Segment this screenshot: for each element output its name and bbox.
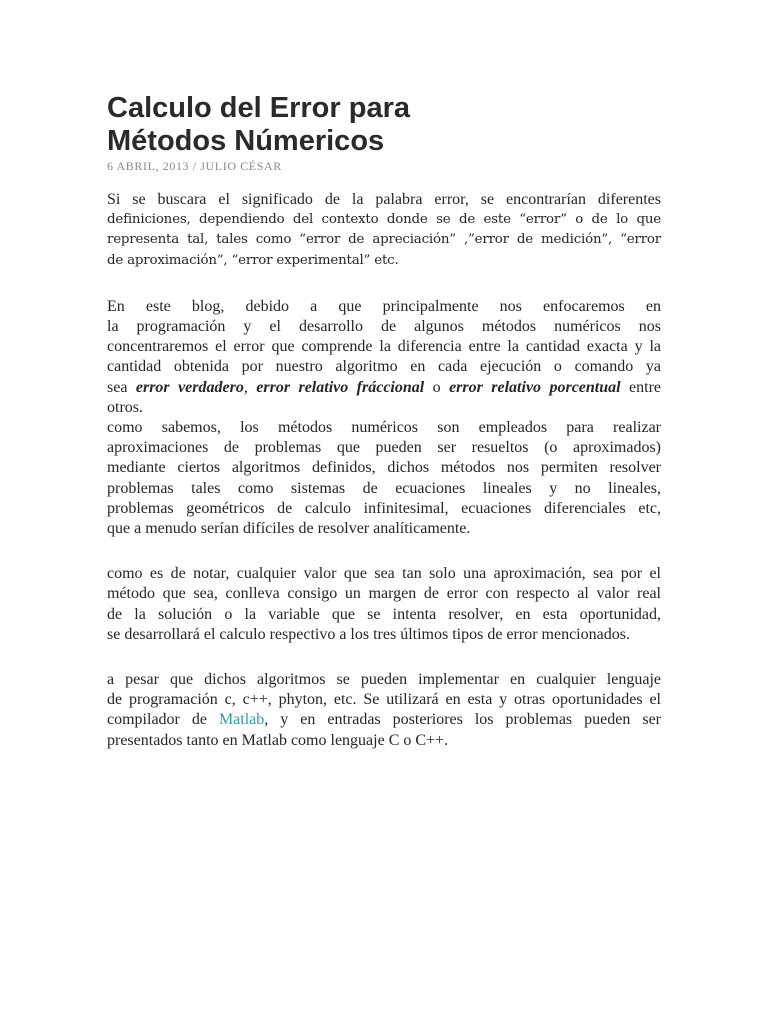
paragraph-line-matlab — [107, 710, 661, 730]
paragraph-line: definiciones, dependiendo del contexto donde se de este “error” o de lo que — [107, 212, 661, 228]
paragraph-line: de la solución o la variable que se intenta resolver, en esta oportunidad, — [107, 605, 661, 623]
title-line-2: Métodos Númericos — [107, 125, 385, 157]
term-error-verdadero: error verdadero — [135, 378, 244, 396]
paragraph-lenguajes — [107, 670, 661, 751]
paragraph-intro — [107, 190, 661, 271]
paragraph-line: a pesar que dichos algoritmos se pueden implementar en cualquier lenguaje — [107, 671, 661, 689]
paragraph-line: otros. — [107, 398, 143, 416]
paragraph-line: representa tal, tales como “error de apreciación” ,”error de medición”, “error — [107, 232, 661, 248]
paragraph-line: problemas tales como sistemas de ecuaciones lineales y no lineales, — [107, 479, 661, 497]
paragraph-line: como sabemos, los métodos numéricos son empleados para realizar — [107, 419, 661, 437]
paragraph-line: concentraremos el error que comprende la diferencia entre la cantidad exacta y la — [107, 338, 661, 356]
title-line-1: Calculo del Error para — [107, 92, 410, 124]
paragraph-metodos — [107, 418, 661, 539]
paragraph-line: se desarrollará el calculo respectivo a los tres últimos tipos de error mencionados. — [107, 625, 630, 643]
paragraph-line: de aproximación”, “error experimental” etc. — [107, 252, 399, 268]
paragraph-line: problemas geométricos de calculo infinitesimal, ecuaciones diferenciales etc, — [107, 499, 661, 517]
text-fragment: sea — [107, 378, 136, 396]
text-fragment: compilador de — [107, 711, 219, 729]
paragraph-line: aproximaciones de problemas que pueden ser resueltos (o aproximados) — [107, 439, 661, 457]
paragraph-line: cantidad obtenida por nuestro algoritmo en cada ejecución o comando ya — [107, 358, 661, 376]
paragraph-line-errors — [107, 378, 661, 398]
paragraph-line: que a menudo serían difíciles de resolver analíticamente. — [107, 520, 471, 538]
term-error-relativo-fraccional: error relativo fráccional — [256, 378, 425, 396]
text-fragment: , y en entradas posteriores los problemas pueden ser — [264, 711, 661, 729]
text-fragment: o — [424, 378, 450, 396]
paragraph-line: mediante ciertos algoritmos definidos, dichos métodos nos permiten resolver — [107, 459, 661, 477]
text-fragment: entre — [620, 378, 662, 396]
matlab-link[interactable]: Matlab — [218, 711, 265, 729]
paragraph-line: En este blog, debido a que principalmente nos enfocaremos en — [107, 297, 661, 315]
paragraph-line: Si se buscara el significado de la palabra error, se encontrarían diferentes — [107, 191, 661, 208]
paragraph-line: la programación y el desarrollo de algunos métodos numéricos nos — [107, 318, 661, 336]
paragraph-line: método que sea, conlleva consigo un margen de error con respecto al valor real — [107, 585, 661, 603]
post-meta: 6 ABRIL, 2013 / JULIO CÉSAR — [107, 159, 282, 173]
page-title — [107, 92, 661, 158]
term-error-relativo-porcentual: error relativo porcentual — [449, 378, 621, 396]
text-fragment: , — [243, 378, 257, 396]
paragraph-line: presentados tanto en Matlab como lenguaje C o C++. — [107, 731, 449, 749]
paragraph-aproximacion — [107, 564, 661, 645]
paragraph-line: de programación c, c++, phyton, etc. Se utilizará en esta y otras oportunidades el — [107, 691, 661, 709]
article — [107, 92, 661, 751]
paragraph-blog — [107, 297, 661, 418]
paragraph-line: como es de notar, cualquier valor que sea tan solo una aproximación, sea por el — [107, 565, 661, 583]
